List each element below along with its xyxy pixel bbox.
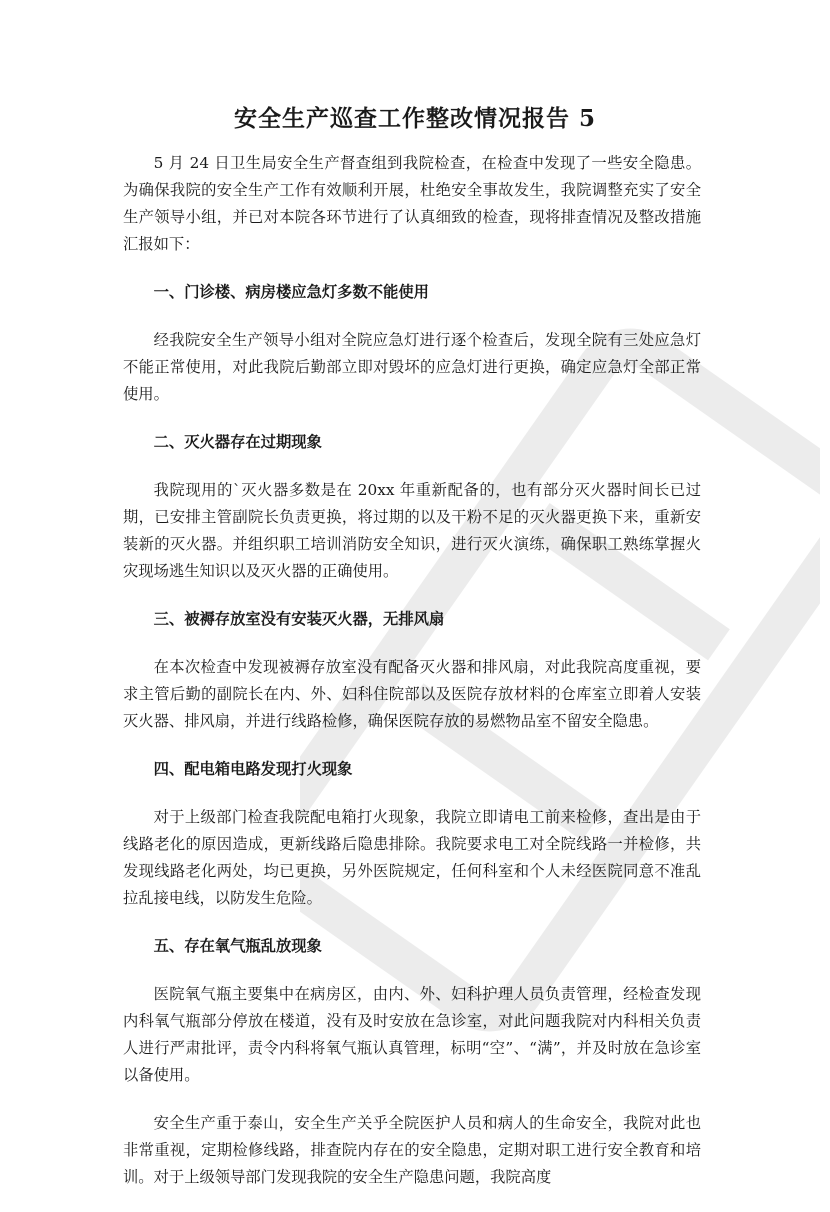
section-heading: 五、存在氧气瓶乱放现象: [153, 937, 322, 955]
closing-paragraph: 安全生产重于泰山，安全生产关乎全院医护人员和病人的生命安全，我院对此也非常重视，定期检修线路，排查院内存在的安全隐患，定期对职工进行安全教育和培训。对于上级领导部门发现我院的安全生产隐患问题，我院高度: [123, 1114, 701, 1186]
section-body: 我院现用的`灭火器多数是在 20xx 年重新配备的，也有部分灭火器时间长已过期，已安排主管副院长负责更换，将过期的以及干粉不足的灭火器更换下来，重新安装新的灭火器。并组织职工培训消防安全知识，进行灭火演练，确保职工熟练掌握火灾现场逃生知识以及灭火器的正确使用。: [123, 481, 701, 580]
section-body: 经我院安全生产领导小组对全院应急灯进行逐个检查后，发现全院有三处应急灯不能正常使用，对此我院后勤部立即对毁坏的应急灯进行更换，确定应急灯全部正常使用。: [123, 331, 701, 403]
section-body: 在本次检查中发现被褥存放室没有配备灭火器和排风扇，对此我院高度重视，要求主管后勤的副院长在内、外、妇科住院部以及医院存放材料的仓库室立即着人安装灭火器、排风扇，并进行线路检修，确保医院存放的易燃物品室不留安全隐患。: [123, 658, 701, 730]
intro-paragraph: 5 月 24 日卫生局安全生产督查组到我院检查，在检查中发现了一些安全隐患。为确保我院的安全生产工作有效顺利开展，杜绝安全事故发生，我院调整充实了安全生产领导小组，并已对本院各环节进行了认真细致的检查，现将排查情况及整改措施汇报如下：: [123, 154, 701, 253]
report-body: [123, 150, 701, 1212]
section-body: 对于上级部门检查我院配电箱打火现象，我院立即请电工前来检修，查出是由于线路老化的原因造成，更新线路后隐患排除。我院要求电工对全院线路一并检修，共发现线路老化两处，均已更换，另外医院规定，任何科室和个人未经医院同意不准乱拉乱接电线，以防发生危险。: [123, 808, 701, 907]
section-heading: 二、灭火器存在过期现象: [153, 433, 322, 451]
section-heading: 三、被褥存放室没有安装灭火器，无排风扇: [153, 610, 445, 628]
section-heading: 一、门诊楼、病房楼应急灯多数不能使用: [153, 283, 429, 301]
section-body: 医院氧气瓶主要集中在病房区，由内、外、妇科护理人员负责管理，经检查发现内科氧气瓶部分停放在楼道，没有及时安放在急诊室，对此问题我院对内科相关负责人进行严肃批评，责令内科将氧气瓶认真管理，标明“空”、“满”，并及时放在急诊室以备使用。: [123, 985, 701, 1084]
page-title: 安全生产巡查工作整改情况报告 5: [233, 105, 596, 132]
section-heading: 四、配电箱电路发现打火现象: [153, 760, 353, 778]
